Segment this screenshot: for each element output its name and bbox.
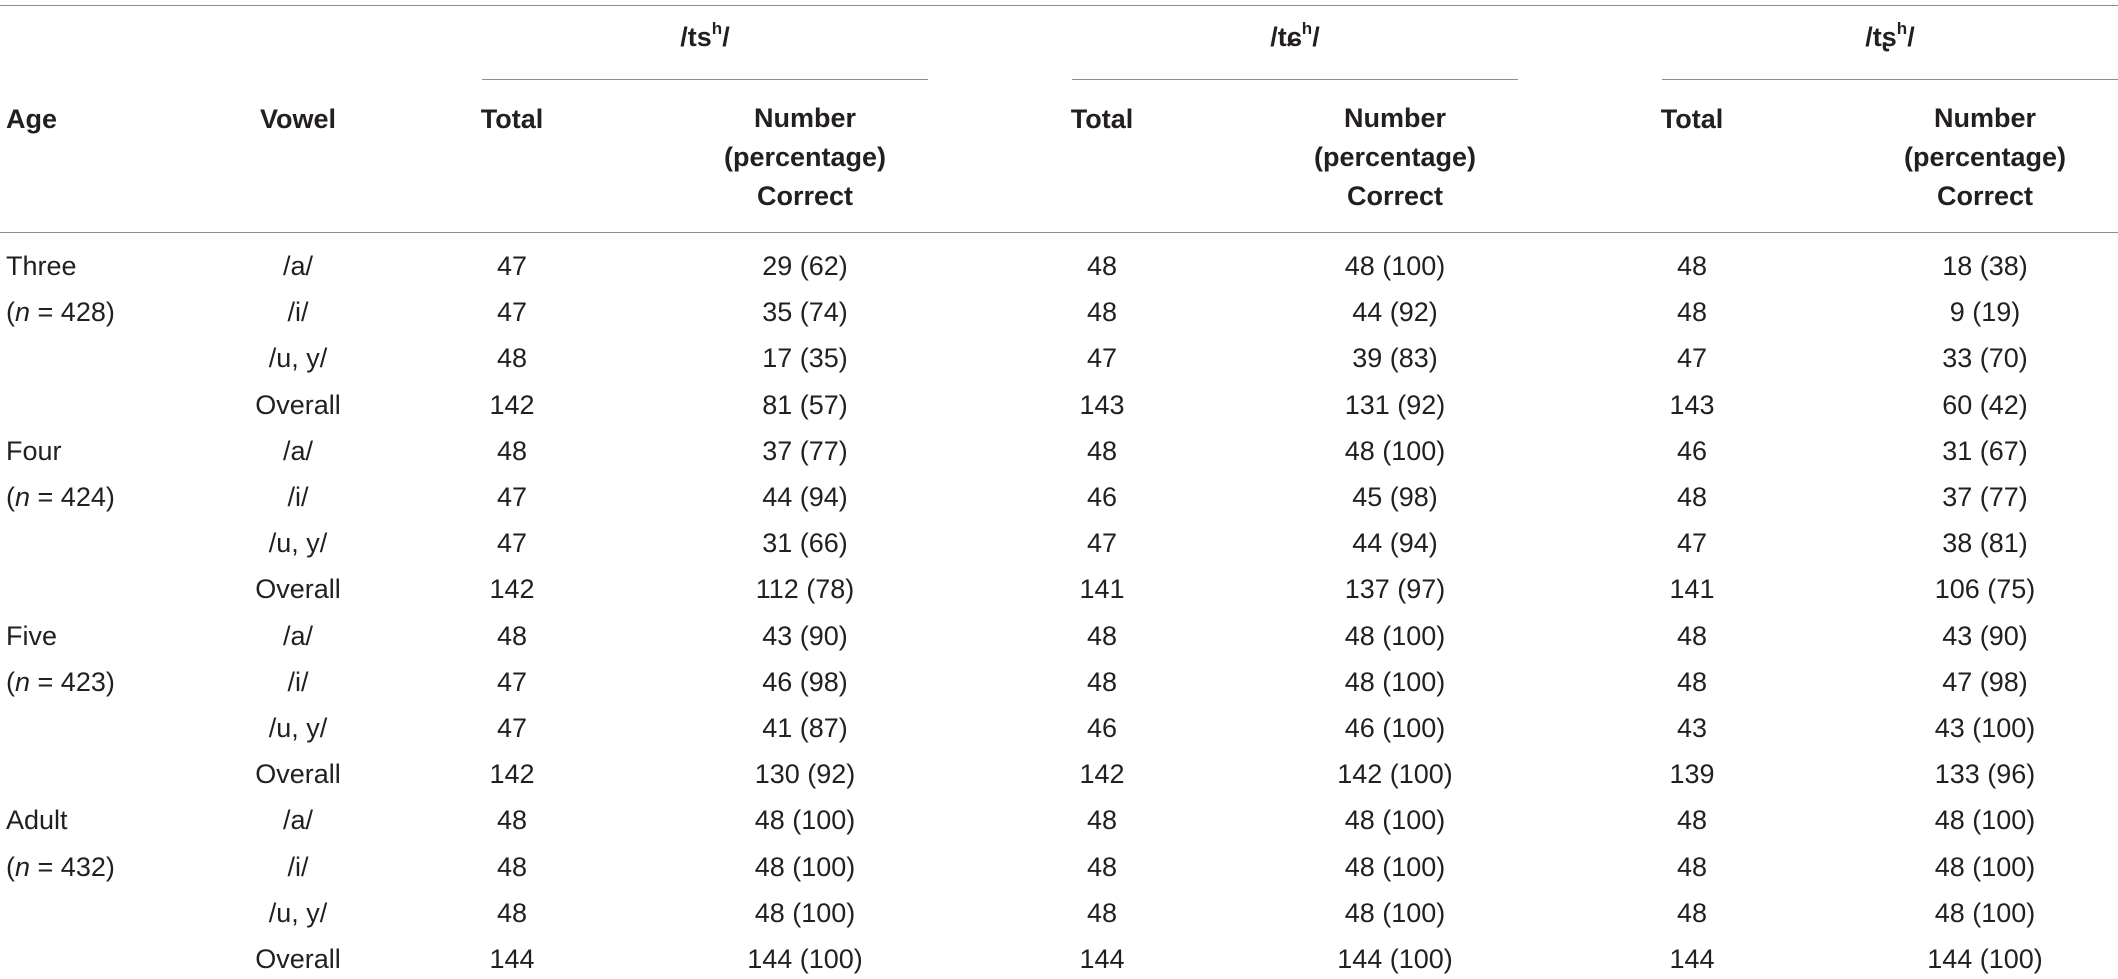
correct-column-header: Number (percentage) Correct [723,103,887,211]
total-cell: 144 [1669,944,1715,974]
vowel-cell: /a/ [282,805,314,835]
correct-cell: 48 (100) [1344,621,1446,651]
vowel-cell: /u, y/ [268,898,328,928]
age-group-count: (n = 432) [6,852,115,882]
total-cell: 48 [1086,436,1118,466]
vowel-cell: /a/ [282,251,314,281]
vowel-cell: /i/ [287,297,309,327]
correct-cell: 39 (83) [1352,343,1438,373]
correct-cell: 48 (100) [1344,898,1446,928]
total-cell: 48 [496,343,528,373]
total-cell: 47 [496,528,528,558]
correct-cell: 44 (92) [1352,297,1438,327]
vowel-cell: /a/ [282,436,314,466]
correct-cell: 38 (81) [1942,528,2028,558]
vowel-cell: /a/ [282,621,314,651]
group-rule-ts [482,79,928,80]
age-group-label: Four [6,436,62,466]
correct-cell: 60 (42) [1942,390,2028,420]
correct-cell: 46 (98) [762,667,848,697]
group-rule-tr [1662,79,2118,80]
total-cell: 46 [1086,713,1118,743]
correct-cell: 37 (77) [762,436,848,466]
correct-cell: 142 (100) [1337,759,1453,789]
total-column-header: Total [1660,104,1724,134]
total-cell: 143 [1669,390,1715,420]
correct-cell: 18 (38) [1942,251,2028,281]
correct-cell: 48 (100) [1344,852,1446,882]
total-cell: 48 [1086,852,1118,882]
vowel-column-header: Vowel [259,104,337,134]
vowel-cell: Overall [255,390,341,420]
total-cell: 47 [1676,528,1708,558]
correct-cell: 48 (100) [1344,667,1446,697]
correct-cell: 43 (90) [1942,621,2028,651]
correct-cell: 48 (100) [754,898,856,928]
vowel-cell: Overall [255,574,341,604]
total-cell: 47 [496,667,528,697]
correct-cell: 137 (97) [1344,574,1446,604]
vowel-cell: /u, y/ [268,713,328,743]
n-symbol: n [15,297,31,327]
total-cell: 143 [1079,390,1125,420]
correct-cell: 44 (94) [762,482,848,512]
total-cell: 48 [1676,297,1708,327]
total-cell: 47 [496,482,528,512]
total-cell: 47 [1086,528,1118,558]
age-group-label: Three [6,251,77,281]
total-cell: 48 [1676,805,1708,835]
total-cell: 48 [1086,251,1118,281]
vowel-cell: /i/ [287,667,309,697]
vowel-cell: /u, y/ [268,528,328,558]
group-header-tr: /tʂ$^h$/ [1865,19,1915,52]
correct-cell: 43 (100) [1934,713,2036,743]
total-cell: 47 [1676,343,1708,373]
age-group-count: (n = 423) [6,667,115,697]
total-cell: 48 [496,621,528,651]
correct-cell: 48 (100) [754,805,856,835]
total-cell: 142 [489,390,535,420]
total-cell: 46 [1676,436,1708,466]
correct-cell: 144 (100) [1927,944,2043,974]
total-cell: 47 [1086,343,1118,373]
correct-cell: 133 (96) [1934,759,2036,789]
header-rule [0,232,2118,233]
total-cell: 142 [1079,759,1125,789]
age-group-count: (n = 424) [6,482,115,512]
correct-cell: 45 (98) [1352,482,1438,512]
total-cell: 48 [1676,251,1708,281]
correct-column-header: Number (percentage) Correct [1903,103,2067,211]
total-cell: 144 [489,944,535,974]
total-column-header: Total [1070,104,1134,134]
correct-cell: 17 (35) [762,343,848,373]
total-cell: 48 [1086,621,1118,651]
total-cell: 48 [1676,482,1708,512]
total-cell: 139 [1669,759,1715,789]
total-cell: 141 [1669,574,1715,604]
correct-cell: 48 (100) [1344,251,1446,281]
age-group-label: Five [6,621,58,651]
correct-cell: 48 (100) [754,852,856,882]
n-symbol: n [15,852,31,882]
total-cell: 43 [1676,713,1708,743]
correct-cell: 48 (100) [1934,852,2036,882]
total-cell: 48 [496,898,528,928]
total-cell: 48 [496,852,528,882]
correct-cell: 48 (100) [1934,805,2036,835]
total-cell: 48 [1676,852,1708,882]
total-cell: 48 [1676,898,1708,928]
n-symbol: n [15,667,31,697]
correct-cell: 43 (90) [762,621,848,651]
correct-cell: 130 (92) [754,759,856,789]
total-cell: 47 [496,713,528,743]
correct-cell: 37 (77) [1942,482,2028,512]
top-rule [0,5,2118,6]
total-cell: 48 [1086,667,1118,697]
total-cell: 142 [489,574,535,604]
correct-cell: 144 (100) [1337,944,1453,974]
correct-column-header: Number (percentage) Correct [1313,103,1477,211]
total-cell: 48 [1086,898,1118,928]
age-column-header: Age [6,104,58,134]
correct-cell: 112 (78) [755,574,855,604]
correct-cell: 46 (100) [1344,713,1446,743]
total-cell: 46 [1086,482,1118,512]
correct-cell: 41 (87) [762,713,848,743]
total-cell: 48 [496,436,528,466]
total-cell: 48 [1086,805,1118,835]
correct-cell: 29 (62) [762,251,848,281]
correct-cell: 48 (100) [1934,898,2036,928]
age-group-label: Adult [6,805,68,835]
total-cell: 141 [1079,574,1125,604]
n-value: = 428) [30,297,115,327]
correct-cell: 106 (75) [1934,574,2036,604]
group-rule-tc [1072,79,1518,80]
correct-cell: 9 (19) [1949,297,2021,327]
vowel-cell: /i/ [287,482,309,512]
total-cell: 48 [496,805,528,835]
correct-cell: 47 (98) [1942,667,2028,697]
vowel-cell: /i/ [287,852,309,882]
correct-cell: 33 (70) [1942,343,2028,373]
vowel-cell: Overall [255,759,341,789]
correct-cell: 144 (100) [747,944,863,974]
n-value: = 423) [30,667,115,697]
n-value: = 424) [30,482,115,512]
total-cell: 47 [496,297,528,327]
total-cell: 48 [1676,667,1708,697]
total-cell: 48 [1676,621,1708,651]
age-group-count: (n = 428) [6,297,115,327]
group-header-tc: /tɕ$^h$/ [1270,19,1320,52]
correct-cell: 81 (57) [762,390,848,420]
correct-cell: 131 (92) [1344,390,1446,420]
vowel-cell: /u, y/ [268,343,328,373]
correct-cell: 44 (94) [1352,528,1438,558]
total-cell: 47 [496,251,528,281]
correct-cell: 35 (74) [762,297,848,327]
n-symbol: n [15,482,31,512]
vowel-cell: Overall [255,944,341,974]
correct-cell: 48 (100) [1344,805,1446,835]
total-cell: 142 [489,759,535,789]
total-cell: 48 [1086,297,1118,327]
n-value: = 432) [30,852,115,882]
correct-cell: 31 (66) [762,528,848,558]
correct-cell: 31 (67) [1942,436,2028,466]
correct-cell: 48 (100) [1344,436,1446,466]
group-header-ts: $/ts^h/$ [680,19,730,52]
total-column-header: Total [480,104,544,134]
total-cell: 144 [1079,944,1125,974]
